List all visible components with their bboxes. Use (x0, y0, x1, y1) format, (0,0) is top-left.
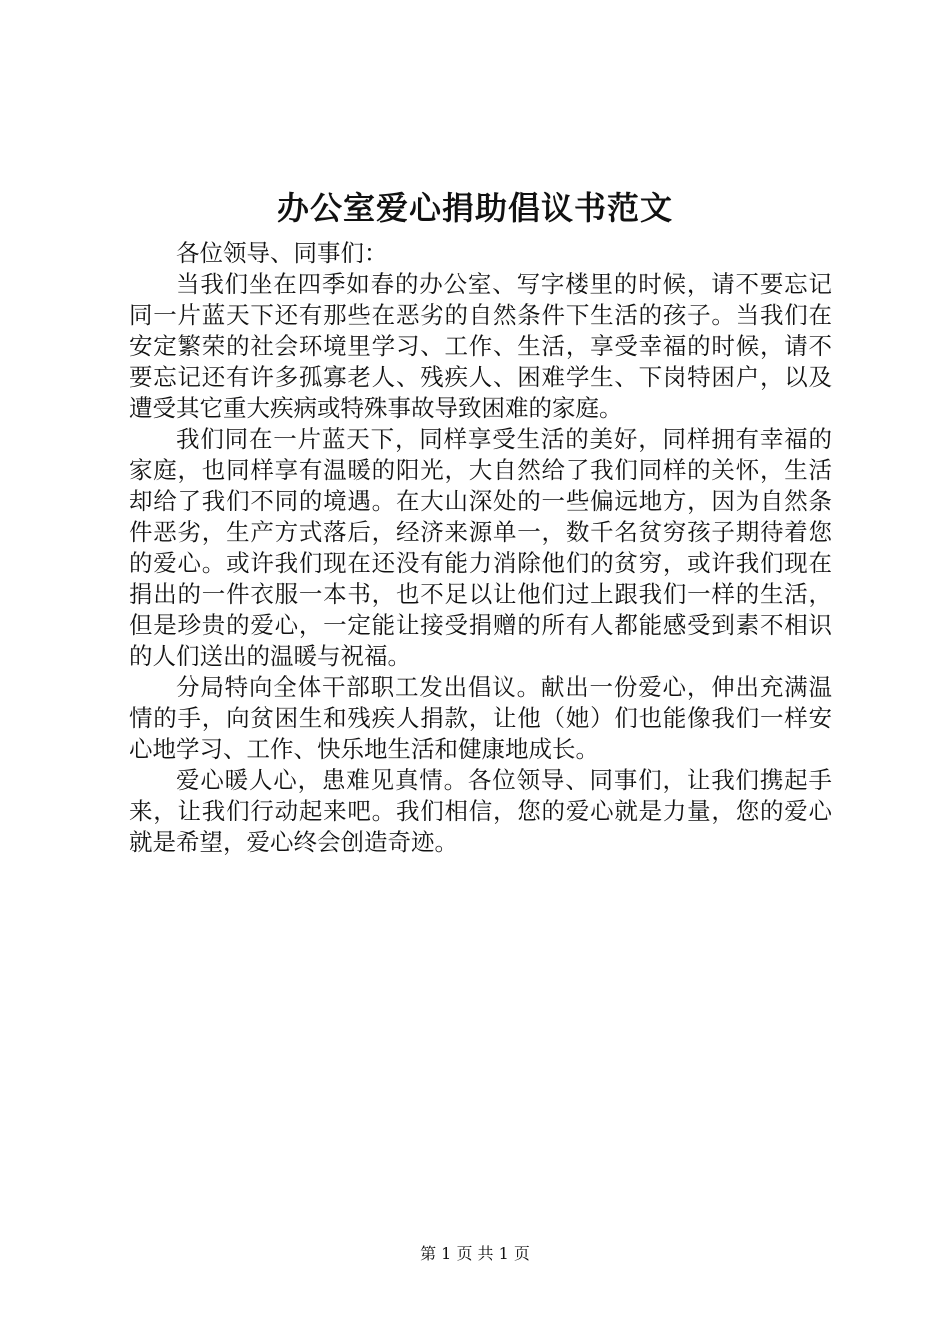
document-body (129, 238, 832, 858)
paragraph-4: 爱心暖人心，患难见真情。各位领导、同事们，让我们携起手来，让我们行动起来吧。我们相信，您的爱心就是力量，您的爱心就是希望，爱心终会创造奇迹。 (129, 766, 832, 856)
paragraph-2: 我们同在一片蓝天下，同样享受生活的美好，同样拥有幸福的家庭，也同样享有温暖的阳光，大自然给了我们同样的关怀，生活却给了我们不同的境遇。在大山深处的一些偏远地方，因为自然条件恶劣，生产方式落后，经济来源单一，数千名贫穷孩子期待着您的爱心。或许我们现在还没有能力消除他们的贫穷，或许我们现在捐出的一件衣服一本书，也不足以让他们过上跟我们一样的生活，但是珍贵的爱心，一定能让接受捐赠的所有人都能感受到素不相识的人们送出的温暖与祝福。 (129, 425, 832, 670)
paragraph-1: 当我们坐在四季如春的办公室、写字楼里的时候，请不要忘记同一片蓝天下还有那些在恶劣的自然条件下生活的孩子。当我们在安定繁荣的社会环境里学习、工作、生活，享受幸福的时候，请不要忘记还有许多孤寡老人、残疾人、困难学生、下岗特困户，以及遭受其它重大疾病或特殊事故导致困难的家庭。 (129, 270, 832, 422)
paragraph-3: 分局特向全体干部职工发出倡议。献出一份爱心，伸出充满温情的手，向贫困生和残疾人捐款，让他（她）们也能像我们一样安心地学习、工作、快乐地生活和健康地成长。 (129, 673, 832, 763)
salutation: 各位领导、同事们： (176, 239, 388, 267)
document-title: 办公室爱心捐助倡议书范文 (276, 189, 673, 227)
page-footer: 第 1 页 共 1 页 (420, 1244, 530, 1263)
